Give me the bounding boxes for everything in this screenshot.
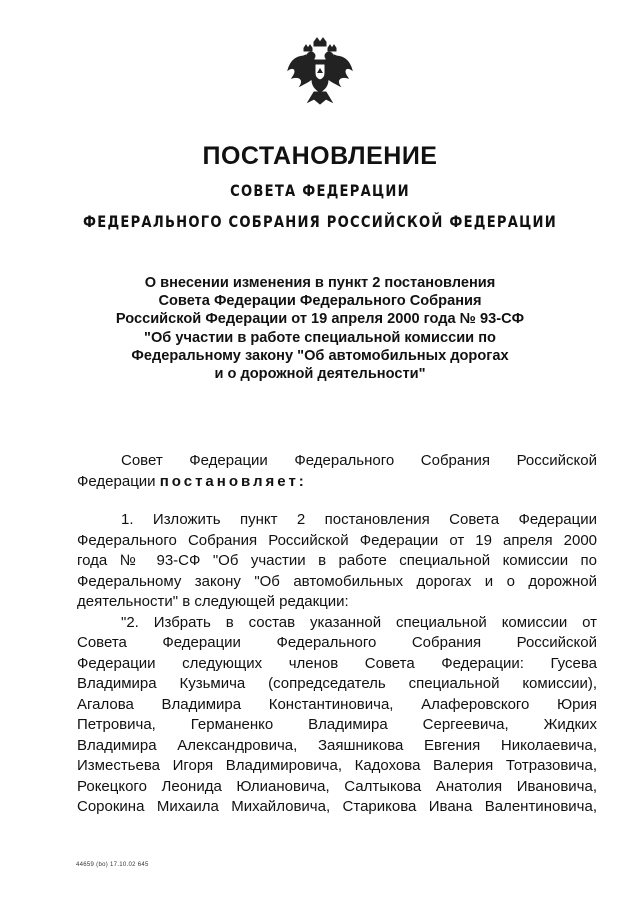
- resolution-subject: [90, 274, 550, 383]
- subject-line: О внесении изменения в пункт 2 постановления: [144, 275, 496, 291]
- body-line: "2. Избрать в состав указанной специальной комиссии от: [121, 613, 597, 631]
- issuer-line-2: ФЕДЕРАЛЬНОГО СОБРАНИЯ РОССИЙСКОЙ ФЕДЕРАЦИИ: [83, 212, 557, 231]
- body-line: Рокецкого Леонида Юлиановича, Салтыкова Анатолия Ивановича,: [77, 777, 597, 795]
- body-line: Петровича, Германенко Владимира Сергеевича, Жидких: [77, 716, 597, 733]
- subject-line: "Об участии в работе специальной комиссии по: [144, 329, 496, 346]
- coat-of-arms-icon: [284, 36, 356, 108]
- body-line: Совета Федерации Федерального Собрания Российской: [77, 634, 597, 651]
- body-line: Агалова Владимира Константиновича, Алаферовского Юрия: [77, 695, 597, 713]
- body-line: Владимира Кузьмича (сопредседатель специальной комиссии),: [77, 675, 597, 692]
- body-line: Владимира Александровича, Заяшникова Евгения Николаевича,: [77, 736, 597, 754]
- body-line: Изместьева Игоря Владимировича, Кадохова Валерия Тотразовича,: [77, 757, 597, 774]
- body-line: Федерации следующих членов Совета Федерации: Гусева: [77, 654, 597, 672]
- subject-line: Федеральному закону "Об автомобильных дорогах: [131, 347, 509, 364]
- body-line: деятельности" в следующей редакции:: [77, 593, 349, 610]
- preamble-text: Федерации: [77, 472, 160, 490]
- body-line: 1. Изложить пункт 2 постановления Совета Федерации: [121, 511, 597, 528]
- preamble-line: [77, 472, 597, 493]
- subject-line: Российской Федерации от 19 апреля 2000 года № 93-СФ: [115, 311, 525, 328]
- body-line: года № 93-СФ "Об участии в работе специальной комиссии по: [77, 552, 597, 569]
- issuer-line-1: СОВЕТА ФЕДЕРАЦИИ: [230, 181, 410, 200]
- body-line: Федерального Собрания Российской Федерации от 19 апреля 2000: [77, 531, 597, 549]
- document-title: ПОСТАНОВЛЕНИЕ: [202, 142, 438, 170]
- subject-line: Совета Федерации Федерального Собрания: [158, 293, 482, 310]
- item-1: [77, 510, 597, 818]
- preamble: [77, 451, 597, 492]
- preamble-line: Совет Федерации Федерального Собрания Российской: [121, 452, 597, 469]
- body-line: Сорокина Михаила Михайловича, Старикова Ивана Валентиновича,: [77, 798, 597, 815]
- subject-line: и о дорожной деятельности": [214, 366, 426, 383]
- decree-word: постановляет:: [159, 472, 307, 490]
- body-line: Федеральному закону "Об автомобильных дорогах и о дорожной: [77, 572, 597, 590]
- print-code: 44659 (bo) 17.10.02 645: [76, 862, 149, 868]
